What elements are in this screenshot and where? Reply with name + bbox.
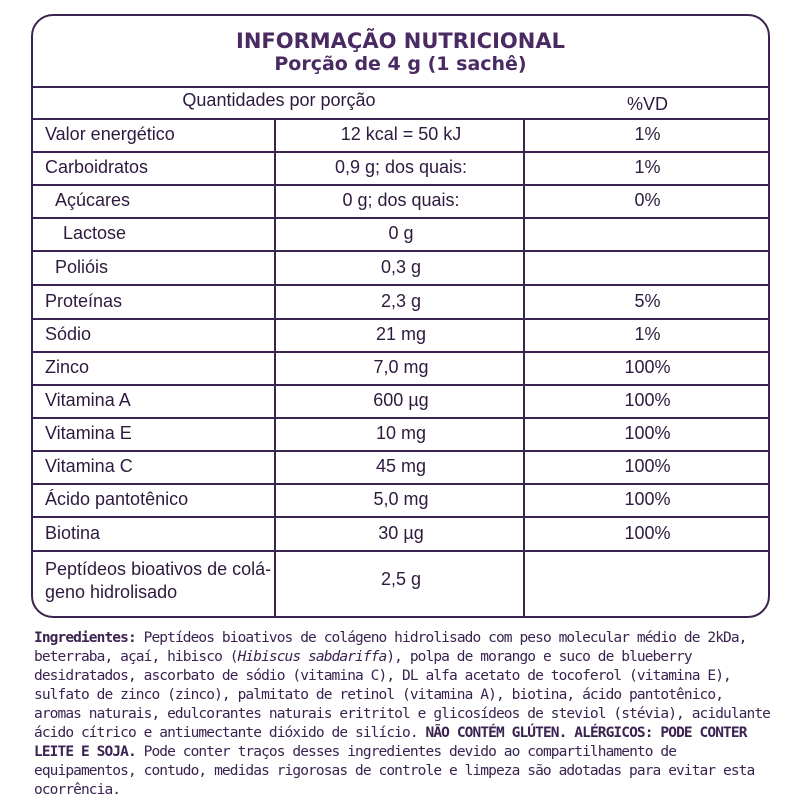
nutrient-dv: 100%	[624, 357, 671, 377]
nutrient-name: Proteínas	[45, 291, 123, 311]
nutrient-amount: 0,3 g	[380, 257, 422, 277]
nutrient-amount: 0,9 g; dos quais:	[334, 157, 468, 177]
nutrient-name: Vitamina E	[45, 423, 132, 443]
row-divider	[33, 318, 768, 320]
row-divider	[33, 351, 768, 353]
nutrient-dv: 100%	[624, 523, 671, 543]
nutrient-amount: 0 g; dos quais:	[342, 190, 460, 210]
nutrition-facts-panel	[31, 14, 770, 618]
nutrient-name: Carboidratos	[45, 157, 149, 177]
nutrient-dv: 5%	[634, 291, 661, 311]
quantity-column-header: Quantidades por porção	[182, 90, 376, 110]
nutrient-dv: 0%	[634, 190, 661, 210]
allergen-note: Pode conter traços desses ingredientes devido ao compartilhamento de equipamentos, contudo, medidas rigorosas de controle e limpeza são adotadas para evitar esta ocorrência.	[34, 744, 755, 798]
nutrient-name-line1: Peptídeos bioativos de colá-	[45, 559, 272, 579]
divider	[33, 118, 768, 120]
allergen-warning: NÃO CONTÉM GLÚTEN. ALÉRGICOS: PODE CONTER LEITE E SOJA.	[34, 725, 747, 760]
nutrient-amount: 45 mg	[375, 456, 427, 476]
row-divider	[33, 250, 768, 252]
divider	[33, 86, 768, 88]
nutrient-amount: 7,0 mg	[373, 357, 429, 377]
nutrient-dv: 1%	[634, 124, 661, 144]
nutrient-amount: 2,5 g	[380, 569, 422, 589]
nutrient-name: Valor energético	[45, 124, 175, 144]
row-divider	[33, 516, 768, 518]
nutrient-dv: 100%	[624, 489, 671, 509]
nutrient-name: Vitamina C	[45, 456, 133, 476]
nutrient-dv: 1%	[634, 324, 661, 344]
row-divider	[33, 384, 768, 386]
species-name: Hibiscus sabdariffa	[237, 649, 387, 665]
ingredients-list-a: Peptídeos bioativos de colágeno hidrolisado com peso molecular médio de 2kDa, beterraba, açaí, hibisco (	[34, 630, 747, 665]
nutrient-name: Sódio	[45, 324, 92, 344]
row-divider	[33, 284, 768, 286]
nutrient-amount: 2,3 g	[380, 291, 422, 311]
nutrient-name: Ácido pantotênico	[45, 489, 189, 509]
nutrient-amount: 10 mg	[375, 423, 427, 443]
nutrient-name: Zinco	[45, 357, 90, 377]
panel-title: INFORMAÇÃO NUTRICIONAL	[236, 29, 565, 53]
nutrient-dv: 100%	[624, 390, 671, 410]
ingredients-label: Ingredientes:	[34, 630, 136, 646]
row-divider	[33, 184, 768, 186]
ingredients-list-b: ), polpa de morango e suco de blueberry desidratados, ascorbato de sódio (vitamina C), DL alfa acetato de tocoferol (vitamina E), sulfato de zinco (zinco), palmitato de retinol (vitamina A), biotina, ácido pantotênico, aromas naturais, edulcorantes naturais eritritol e glicosídeos de steviol (stévia), acidulante ácido cítrico e antiumectante dióxido de silício.	[34, 649, 770, 741]
row-divider	[33, 483, 768, 485]
row-divider	[33, 217, 768, 219]
nutrient-amount: 21 mg	[375, 324, 427, 344]
row-divider	[33, 450, 768, 452]
dv-column-header: %VD	[626, 94, 668, 114]
nutrient-name: Lactose	[63, 223, 127, 243]
nutrient-name: Polióis	[55, 257, 109, 277]
nutrient-name: Vitamina A	[45, 390, 131, 410]
ingredients-text	[34, 629, 770, 800]
row-divider	[33, 550, 768, 552]
nutrient-name-line2: geno hidrolisado	[45, 582, 178, 602]
nutrient-dv: 100%	[624, 423, 671, 443]
nutrient-amount: 0 g	[388, 223, 414, 243]
nutrient-dv: 100%	[624, 456, 671, 476]
nutrient-amount: 12 kcal = 50 kJ	[340, 124, 462, 144]
nutrient-amount: 600 µg	[373, 390, 429, 410]
serving-size: Porção de 4 g (1 sachê)	[274, 53, 527, 75]
row-divider	[33, 417, 768, 419]
nutrient-amount: 5,0 mg	[373, 489, 429, 509]
row-divider	[33, 151, 768, 153]
nutrient-amount: 30 µg	[378, 523, 424, 543]
nutrient-name: Biotina	[45, 523, 101, 543]
nutrient-dv: 1%	[634, 157, 661, 177]
nutrient-name: Açúcares	[55, 190, 131, 210]
